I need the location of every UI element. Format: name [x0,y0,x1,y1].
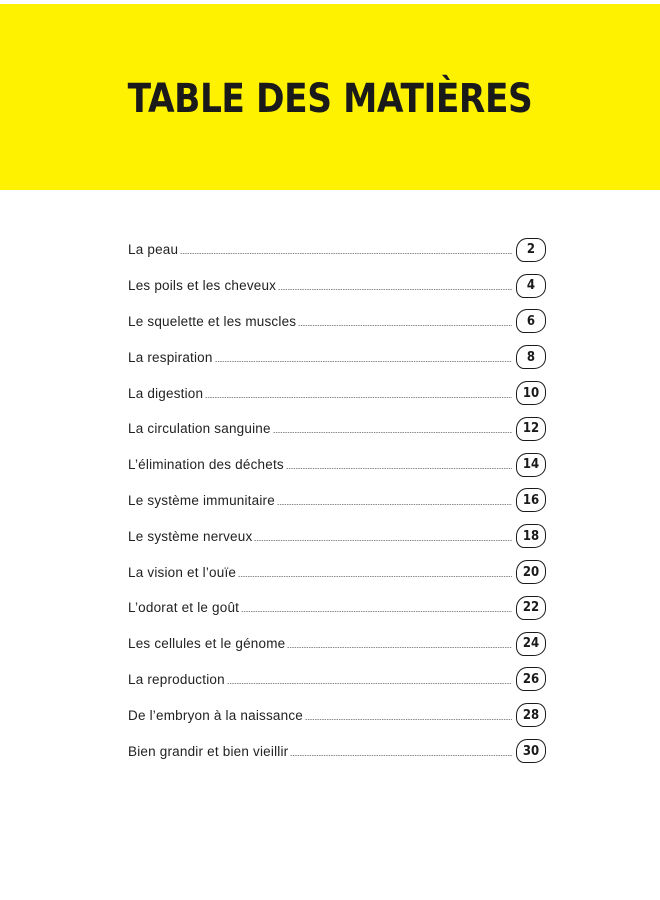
toc-entry-label: Le système immunitaire [128,492,275,508]
dot-leader [180,253,512,254]
toc-entry[interactable] [128,554,546,590]
toc-entry[interactable] [128,268,546,304]
toc-entry[interactable] [128,447,546,483]
dot-leader [287,647,512,648]
dot-leader [241,611,512,612]
page-number-badge: 22 [516,596,546,620]
toc-entry-label: La peau [128,242,179,258]
toc-entry-label: Le système nerveux [128,528,253,544]
dot-leader [215,361,512,362]
table-of-contents [128,232,546,769]
toc-entry[interactable] [128,411,546,447]
page-number-badge: 28 [516,703,546,727]
page-number-badge: 4 [516,274,546,298]
dot-leader [298,325,512,326]
toc-entry[interactable] [128,375,546,411]
page-number-badge: 26 [516,667,546,691]
dot-leader [290,755,512,756]
page-number-badge: 18 [516,524,546,548]
page-number-badge: 20 [516,560,546,584]
page-title: TABLE DES MATIÈRES [127,76,533,122]
toc-entry-label: La digestion [128,385,204,401]
toc-entry-label: Les cellules et le génome [128,636,286,652]
page-number-badge: 14 [516,453,546,477]
page-number-badge: 16 [516,488,546,512]
toc-entry-label: La vision et l’ouïe [128,564,237,580]
dot-leader [305,719,512,720]
page-number-badge: 10 [516,381,546,405]
toc-entry[interactable] [128,232,546,268]
page-number-badge: 8 [516,345,546,369]
toc-entry[interactable] [128,339,546,375]
toc-entry-label: La circulation sanguine [128,421,271,437]
toc-entry[interactable] [128,304,546,340]
dot-leader [278,289,512,290]
toc-entry-label: Bien grandir et bien vieillir [128,743,289,759]
page-number-badge: 24 [516,632,546,656]
toc-entry[interactable] [128,626,546,662]
dot-leader [254,540,512,541]
page-number-badge: 12 [516,417,546,441]
title-banner [0,4,660,190]
page-number-badge: 30 [516,739,546,763]
toc-entry-label: La respiration [128,349,213,365]
page-number-badge: 6 [516,309,546,333]
toc-entry-label: Le squelette et les muscles [128,313,297,329]
toc-entry-label: L’élimination des déchets [128,457,284,473]
page-number-badge: 2 [516,238,546,262]
toc-entry[interactable] [128,662,546,698]
dot-leader [227,683,512,684]
toc-entry[interactable] [128,733,546,769]
toc-entry-label: Les poils et les cheveux [128,278,277,294]
toc-entry[interactable] [128,590,546,626]
toc-entry[interactable] [128,483,546,519]
toc-entry[interactable] [128,518,546,554]
dot-leader [205,397,512,398]
dot-leader [273,432,512,433]
dot-leader [238,576,512,577]
toc-entry-label: De l’embryon à la naissance [128,707,303,723]
dot-leader [286,468,512,469]
dot-leader [277,504,512,505]
toc-entry-label: La reproduction [128,671,225,687]
toc-entry[interactable] [128,697,546,733]
toc-entry-label: L’odorat et le goût [128,600,240,616]
